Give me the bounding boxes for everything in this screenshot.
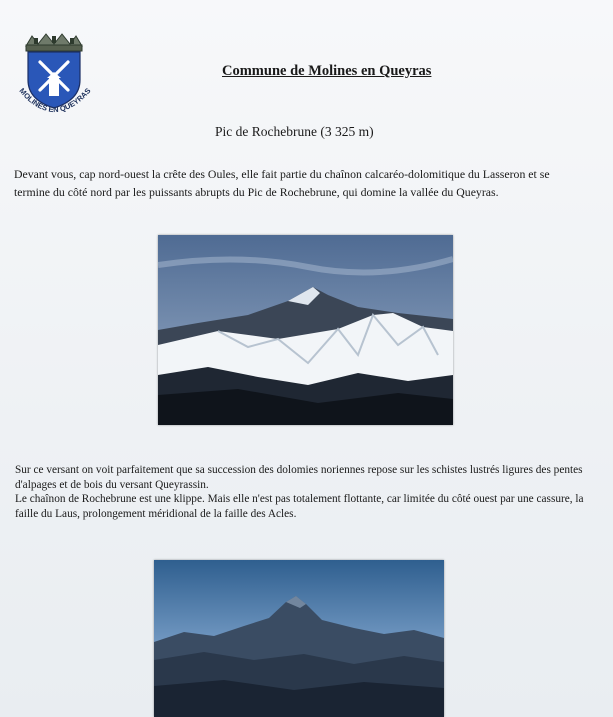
snow-covered-peak-photo bbox=[158, 235, 453, 425]
page-subtitle: Pic de Rochebrune (3 325 m) bbox=[215, 124, 374, 139]
description-paragraph-2-line-1: Sur ce versant on voit parfaitement que sa succession des dolomies noriennes repose sur les schistes lustrés ligures des pentes d'alpages et de bois du versant Queyrassin. bbox=[15, 464, 583, 491]
description-paragraph-1: Devant vous, cap nord-ouest la crête des Oules, elle fait partie du chaînon calcaréo-dolomitique du Lasseron et se termine du côté nord par les puissants abrupts du Pic de Rochebrune, qui domine la vallée du Queyras. bbox=[14, 167, 550, 199]
page-title: Commune de Molines en Queyras bbox=[222, 63, 432, 79]
description-paragraph-2-line-2: Le chaînon de Rochebrune est une klippe. Mais elle n'est pas totalement flottante, car limitée du côté ouest par une cassure, la faille du Laus, prolongement méridional de la faille des Acles. bbox=[15, 493, 584, 520]
commune-coat-of-arms-logo bbox=[14, 32, 94, 122]
description-paragraph-2 bbox=[15, 463, 605, 521]
crest-motto: MOLINES EN QUEYRAS bbox=[17, 86, 93, 115]
pic-de-rochebrune-photo bbox=[154, 560, 444, 717]
